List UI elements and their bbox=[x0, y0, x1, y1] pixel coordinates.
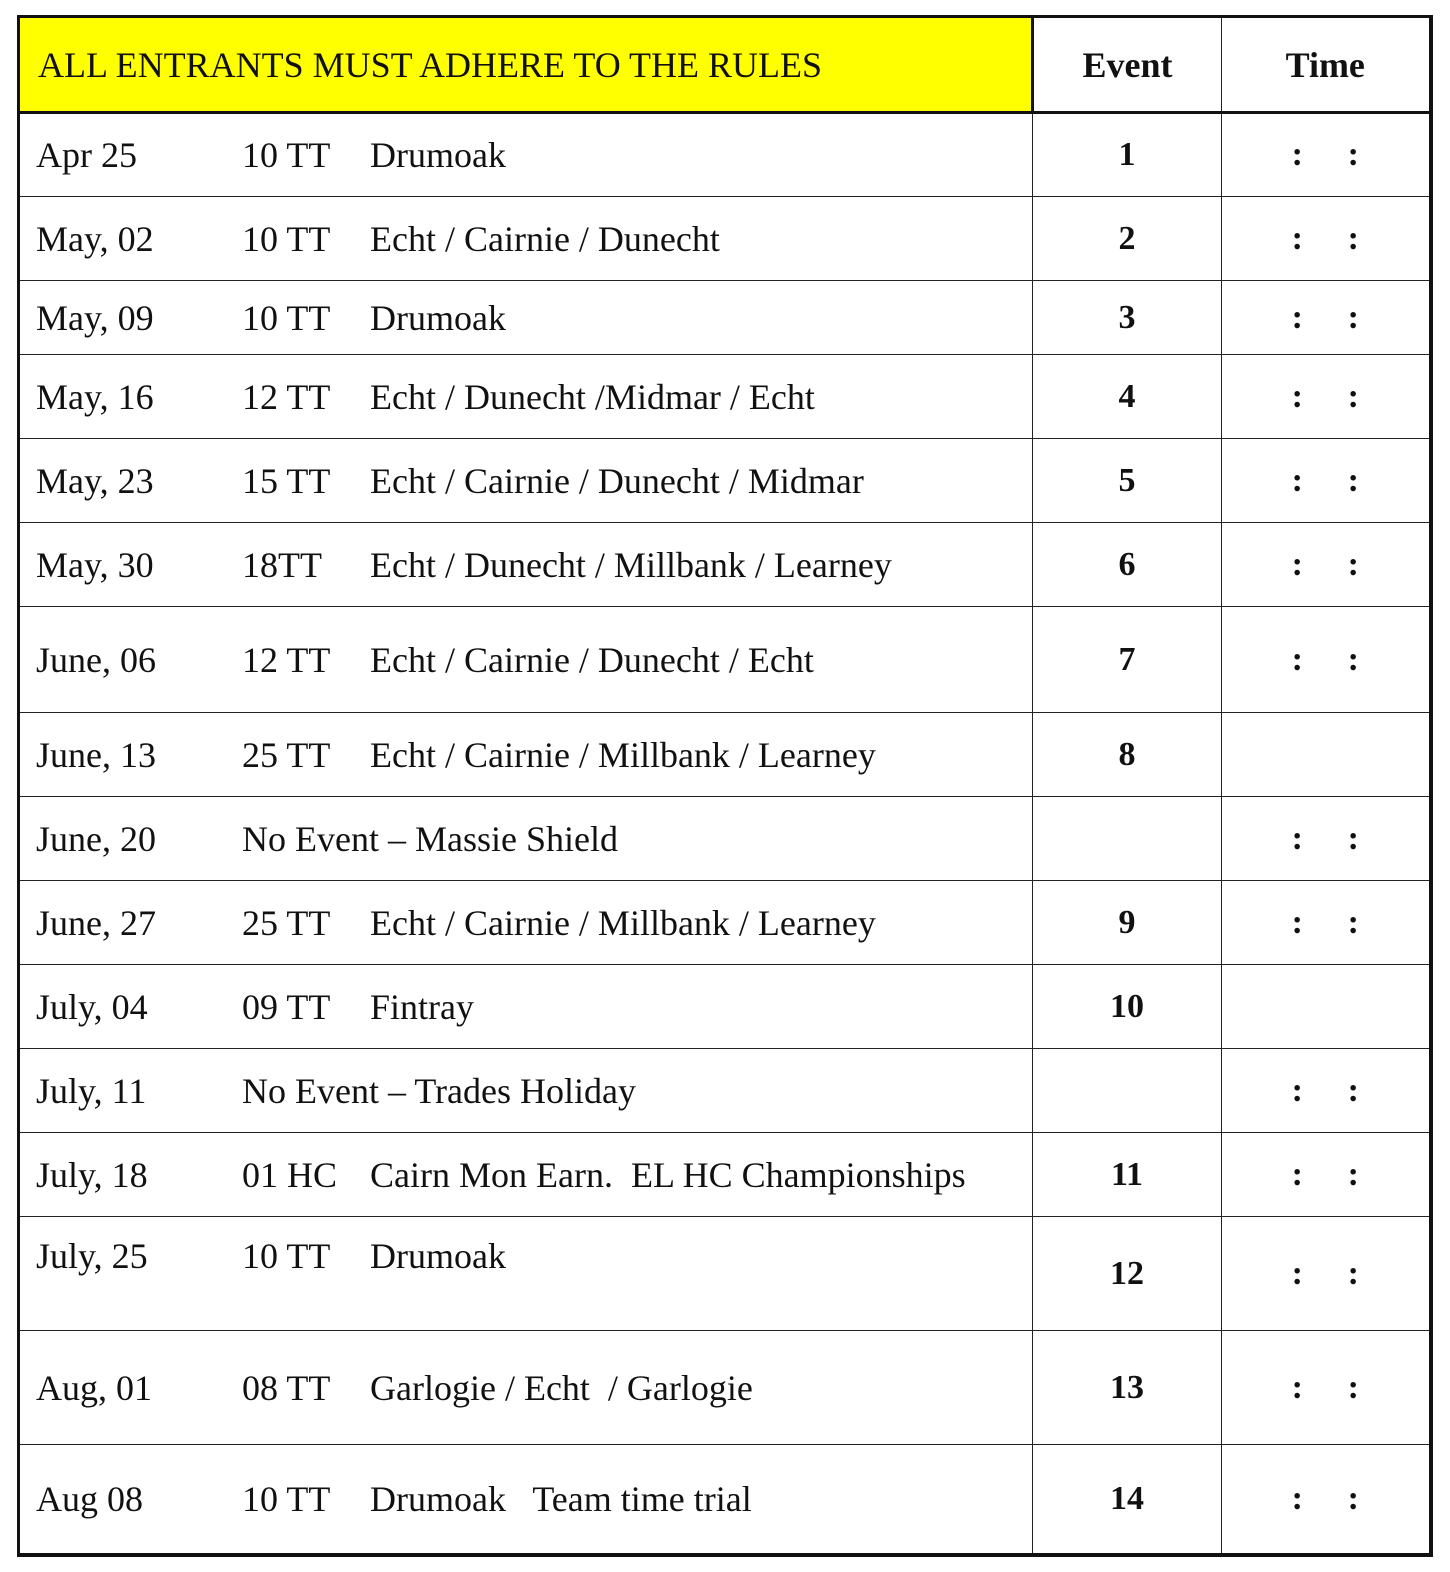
row-distance: 12 TT bbox=[242, 639, 331, 680]
row-time-field bbox=[1222, 355, 1431, 439]
row-date: May, 16 bbox=[36, 376, 154, 417]
row-distance: 10 TT bbox=[242, 218, 331, 259]
row-time-field bbox=[1222, 439, 1431, 523]
row-description bbox=[19, 713, 1033, 797]
time-separator: : bbox=[1291, 640, 1303, 678]
row-event-number: 2 bbox=[1033, 197, 1222, 281]
row-description bbox=[19, 1133, 1033, 1217]
row-time-field bbox=[1222, 1445, 1431, 1555]
row-date: July, 11 bbox=[36, 1070, 147, 1111]
row-time-field bbox=[1222, 113, 1431, 197]
row-date: Aug, 01 bbox=[36, 1367, 152, 1408]
time-separator: : bbox=[1347, 461, 1359, 499]
row-route: No Event – Massie Shield bbox=[242, 818, 618, 859]
time-separator: : bbox=[1291, 1254, 1303, 1292]
row-time-field bbox=[1222, 523, 1431, 607]
row-event-number: 5 bbox=[1033, 439, 1222, 523]
row-date: Apr 25 bbox=[36, 135, 137, 175]
row-route: Echt / Dunecht /Midmar / Echt bbox=[370, 376, 815, 417]
row-description bbox=[19, 881, 1033, 965]
row-time-field bbox=[1222, 881, 1431, 965]
row-description bbox=[19, 523, 1033, 607]
time-separator: : bbox=[1291, 377, 1303, 415]
row-route: Echt / Cairnie / Millbank / Learney bbox=[370, 734, 876, 775]
row-distance: 10 TT bbox=[242, 1478, 331, 1519]
row-time-field bbox=[1222, 713, 1431, 797]
time-separator: : bbox=[1347, 1071, 1359, 1109]
row-distance: 10 TT bbox=[242, 1236, 331, 1276]
time-separator: : bbox=[1347, 640, 1359, 678]
row-distance: 12 TT bbox=[242, 376, 331, 417]
row-description bbox=[19, 965, 1033, 1049]
row-event-number bbox=[1033, 1049, 1222, 1133]
row-description bbox=[19, 1445, 1033, 1555]
rules-banner: ALL ENTRANTS MUST ADHERE TO THE RULES bbox=[19, 17, 1033, 113]
time-separator: : bbox=[1347, 136, 1359, 173]
row-route: Drumoak bbox=[370, 135, 506, 175]
row-event-number: 11 bbox=[1033, 1133, 1222, 1217]
time-separator: : bbox=[1347, 1155, 1359, 1193]
row-route: Echt / Dunecht / Millbank / Learney bbox=[370, 544, 892, 585]
table-row bbox=[19, 713, 1431, 797]
row-date: May, 30 bbox=[36, 544, 154, 585]
time-separator: : bbox=[1347, 219, 1359, 257]
row-event-number: 3 bbox=[1033, 281, 1222, 355]
time-separator: : bbox=[1291, 819, 1303, 857]
row-time-field bbox=[1222, 607, 1431, 713]
row-date: May, 09 bbox=[36, 297, 154, 338]
table-row bbox=[19, 439, 1431, 523]
row-route: No Event – Trades Holiday bbox=[242, 1070, 636, 1111]
table-row bbox=[19, 1049, 1431, 1133]
row-route: Drumoak bbox=[370, 297, 506, 338]
time-separator: : bbox=[1291, 903, 1303, 941]
row-date: May, 23 bbox=[36, 460, 154, 501]
row-route: Echt / Cairnie / Dunecht / Midmar bbox=[370, 460, 864, 501]
row-event-number: 7 bbox=[1033, 607, 1222, 713]
row-date: May, 02 bbox=[36, 218, 154, 259]
row-route: Drumoak bbox=[370, 1236, 506, 1276]
row-distance: 25 TT bbox=[242, 902, 331, 943]
row-description bbox=[19, 355, 1033, 439]
table-row bbox=[19, 607, 1431, 713]
row-description bbox=[19, 197, 1033, 281]
row-description bbox=[19, 1217, 1033, 1331]
table-row bbox=[19, 1331, 1431, 1445]
row-route: Garlogie / Echt / Garlogie bbox=[370, 1367, 753, 1408]
row-route: Echt / Cairnie / Dunecht bbox=[370, 218, 720, 259]
row-time-field bbox=[1222, 965, 1431, 1049]
table-row bbox=[19, 1133, 1431, 1217]
row-route: Cairn Mon Earn. EL HC Championships bbox=[370, 1154, 966, 1195]
time-separator: : bbox=[1347, 1254, 1359, 1292]
table-row bbox=[19, 197, 1431, 281]
time-separator: : bbox=[1291, 1479, 1303, 1517]
table-row bbox=[19, 113, 1431, 197]
row-date: June, 13 bbox=[36, 734, 156, 775]
row-route: Fintray bbox=[370, 986, 474, 1027]
row-event-number: 10 bbox=[1033, 965, 1222, 1049]
row-distance: 10 TT bbox=[242, 135, 331, 175]
table-row bbox=[19, 965, 1431, 1049]
row-date: July, 04 bbox=[36, 986, 148, 1027]
time-separator: : bbox=[1347, 545, 1359, 583]
row-event-number: 9 bbox=[1033, 881, 1222, 965]
row-event-number: 8 bbox=[1033, 713, 1222, 797]
row-description bbox=[19, 797, 1033, 881]
row-time-field bbox=[1222, 797, 1431, 881]
row-time-field bbox=[1222, 1049, 1431, 1133]
time-separator: : bbox=[1291, 1368, 1303, 1406]
row-description bbox=[19, 607, 1033, 713]
row-distance: 09 TT bbox=[242, 986, 331, 1027]
row-description bbox=[19, 281, 1033, 355]
row-distance: 08 TT bbox=[242, 1367, 331, 1408]
schedule-table bbox=[17, 15, 1433, 1557]
row-time-field bbox=[1222, 1133, 1431, 1217]
row-date: June, 20 bbox=[36, 818, 156, 859]
row-event-number: 12 bbox=[1033, 1217, 1222, 1331]
row-date: July, 25 bbox=[36, 1236, 148, 1276]
row-event-number: 6 bbox=[1033, 523, 1222, 607]
row-time-field bbox=[1222, 197, 1431, 281]
row-date: July, 18 bbox=[36, 1154, 148, 1195]
time-separator: : bbox=[1291, 461, 1303, 499]
table-row bbox=[19, 881, 1431, 965]
row-time-field bbox=[1222, 281, 1431, 355]
table-row bbox=[19, 355, 1431, 439]
row-event-number bbox=[1033, 797, 1222, 881]
row-date: June, 27 bbox=[36, 902, 156, 943]
row-time-field bbox=[1222, 1217, 1431, 1331]
row-distance: 10 TT bbox=[242, 297, 331, 338]
time-separator: : bbox=[1347, 819, 1359, 857]
row-date: Aug 08 bbox=[36, 1478, 143, 1519]
row-event-number: 1 bbox=[1033, 113, 1222, 197]
table-row bbox=[19, 1445, 1431, 1555]
header-row bbox=[19, 17, 1431, 113]
time-separator: : bbox=[1347, 377, 1359, 415]
time-separator: : bbox=[1291, 1071, 1303, 1109]
time-separator: : bbox=[1291, 298, 1303, 336]
row-distance: 25 TT bbox=[242, 734, 331, 775]
time-separator: : bbox=[1347, 1479, 1359, 1517]
time-separator: : bbox=[1291, 136, 1303, 173]
time-separator: : bbox=[1291, 1155, 1303, 1193]
row-time-field bbox=[1222, 1331, 1431, 1445]
row-distance: 18TT bbox=[242, 544, 322, 585]
time-separator: : bbox=[1291, 545, 1303, 583]
row-route: Echt / Cairnie / Dunecht / Echt bbox=[370, 639, 814, 680]
row-event-number: 4 bbox=[1033, 355, 1222, 439]
row-route: Drumoak Team time trial bbox=[370, 1478, 752, 1519]
row-description bbox=[19, 1331, 1033, 1445]
row-date: June, 06 bbox=[36, 639, 156, 680]
time-separator: : bbox=[1347, 298, 1359, 336]
table-row bbox=[19, 1217, 1431, 1331]
row-distance: 01 HC bbox=[242, 1154, 338, 1195]
row-distance: 15 TT bbox=[242, 460, 331, 501]
row-route: Echt / Cairnie / Millbank / Learney bbox=[370, 902, 876, 943]
row-description bbox=[19, 439, 1033, 523]
time-separator: : bbox=[1291, 219, 1303, 257]
table-row bbox=[19, 523, 1431, 607]
row-event-number: 14 bbox=[1033, 1445, 1222, 1555]
row-event-number: 13 bbox=[1033, 1331, 1222, 1445]
time-column-header: Time bbox=[1222, 17, 1431, 113]
time-separator: : bbox=[1347, 903, 1359, 941]
row-description bbox=[19, 1049, 1033, 1133]
time-separator: : bbox=[1347, 1368, 1359, 1406]
row-description bbox=[19, 113, 1033, 197]
table-row bbox=[19, 281, 1431, 355]
event-column-header: Event bbox=[1033, 17, 1222, 113]
table-row bbox=[19, 797, 1431, 881]
